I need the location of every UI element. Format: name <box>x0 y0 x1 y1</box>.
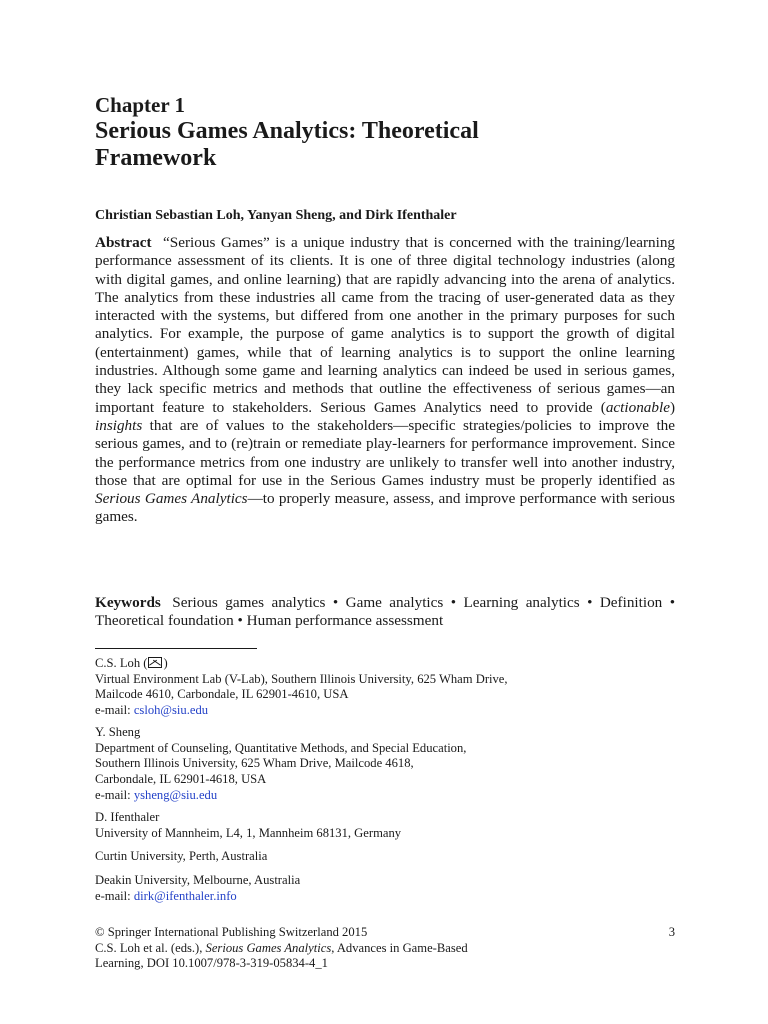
affiliation-sheng <box>95 725 675 804</box>
abstract-text-4: —to properly measure, assess, and improve performance with serious games. <box>95 490 675 526</box>
abstract-label: Abstract <box>95 234 152 251</box>
email-link-loh[interactable]: csloh@siu.edu <box>133 703 209 718</box>
email-link-sheng[interactable]: ysheng@siu.edu <box>133 787 218 802</box>
chapter-title <box>95 118 675 172</box>
abstract-text-3: that are of values to the stakeholders—specific strategies/policies to improve the serious games, and to (re)train or remediate play-learners for performance improvement. Since the performance metrics from one industry are unlikely to transfer well into another industry, those that are optimal for use in the Serious Games industry must be properly identified as <box>95 416 675 489</box>
citation-book-title: Serious Games Analytics <box>205 940 332 955</box>
affiliation-ifenthaler-line-2: Curtin University, Perth, Australia <box>95 849 268 864</box>
paper-page <box>95 0 675 1024</box>
affiliation-sheng-line-1: Department of Counseling, Quantitative Methods, and Special Education, <box>95 740 467 755</box>
keywords-text: Serious games analytics • Game analytics • Learning analytics • Definition • Theoretical foundation • Human performance assessment <box>95 594 676 630</box>
abstract-italic-insights: insights <box>95 416 143 434</box>
abstract <box>95 234 675 527</box>
affiliation-sheng-email-line: e-mail: ysheng@siu.edu <box>95 787 218 802</box>
affiliation-ifenthaler-line-3: Deakin University, Melbourne, Australia <box>95 873 301 888</box>
author-list: Christian Sebastian Loh, Yanyan Sheng, and Dirk Ifenthaler <box>95 208 457 223</box>
chapter-label: Chapter 1 <box>95 93 186 117</box>
affiliation-sheng-name: Y. Sheng <box>95 725 141 739</box>
affiliation-loh-name: C.S. Loh ( ) <box>95 656 168 670</box>
page-footer <box>95 925 675 972</box>
abstract-italic-actionable: actionable <box>605 398 670 416</box>
citation-line-1: C.S. Loh et al. (eds.), Serious Games Analytics, Advances in Game-Based <box>95 940 468 955</box>
envelope-icon <box>148 657 162 668</box>
email-link-ifenthaler[interactable]: dirk@ifenthaler.info <box>133 888 237 903</box>
copyright-line: © Springer International Publishing Switzerland 2015 <box>95 925 368 939</box>
affiliation-sheng-line-2: Southern Illinois University, 625 Wham Drive, Mailcode 4618, <box>95 756 414 771</box>
abstract-text-1: “Serious Games” is a unique industry that is concerned with the training/learning performance assessment of its clients. It is one of three digital technology industries (along with digital games, and online learning) that are rapidly advancing into the arena of analytics. The analytics from these industries all came from the tracing of user-generated data as they interacted with the systems, but differed from one another in the primary purposes for such analytics. For example, the purpose of game analytics is to support the growth of digital (entertainment) games, while that of learning analytics is to support the online learning industries. Although some game and learning analytics can indeed be used in serious games, they lack specific metrics and methods that outline the effectiveness of serious games—an important feature to stakeholders. Serious Games Analytics need to provide ( <box>95 234 676 416</box>
affiliation-loh-line-1: Virtual Environment Lab (V-Lab), Southern Illinois University, 625 Wham Drive, <box>95 671 508 686</box>
chapter-title-line-2: Framework <box>95 145 217 171</box>
affiliation-sheng-line-3: Carbondale, IL 62901-4618, USA <box>95 772 267 787</box>
affiliation-loh <box>95 656 675 719</box>
affiliation-ifenthaler-name: D. Ifenthaler <box>95 810 160 824</box>
keywords-label: Keywords <box>95 594 161 611</box>
chapter-title-line-1: Serious Games Analytics: Theoretical <box>95 118 479 144</box>
page-number: 3 <box>668 925 675 939</box>
affiliation-ifenthaler-email-line: e-mail: dirk@ifenthaler.info <box>95 888 237 903</box>
abstract-text-2: ) <box>669 398 675 416</box>
abstract-italic-sga: Serious Games Analytics <box>95 490 248 508</box>
affiliation-ifenthaler <box>95 810 675 905</box>
affiliation-loh-line-2: Mailcode 4610, Carbondale, IL 62901-4610, USA <box>95 687 349 702</box>
footnote-divider <box>95 648 257 649</box>
affiliation-ifenthaler-line-1: University of Mannheim, L4, 1, Mannheim 68131, Germany <box>95 825 402 840</box>
keywords <box>95 594 675 631</box>
affiliation-loh-email-line: e-mail: csloh@siu.edu <box>95 703 209 718</box>
citation-line-2: Learning, DOI 10.1007/978-3-319-05834-4_1 <box>95 956 328 971</box>
